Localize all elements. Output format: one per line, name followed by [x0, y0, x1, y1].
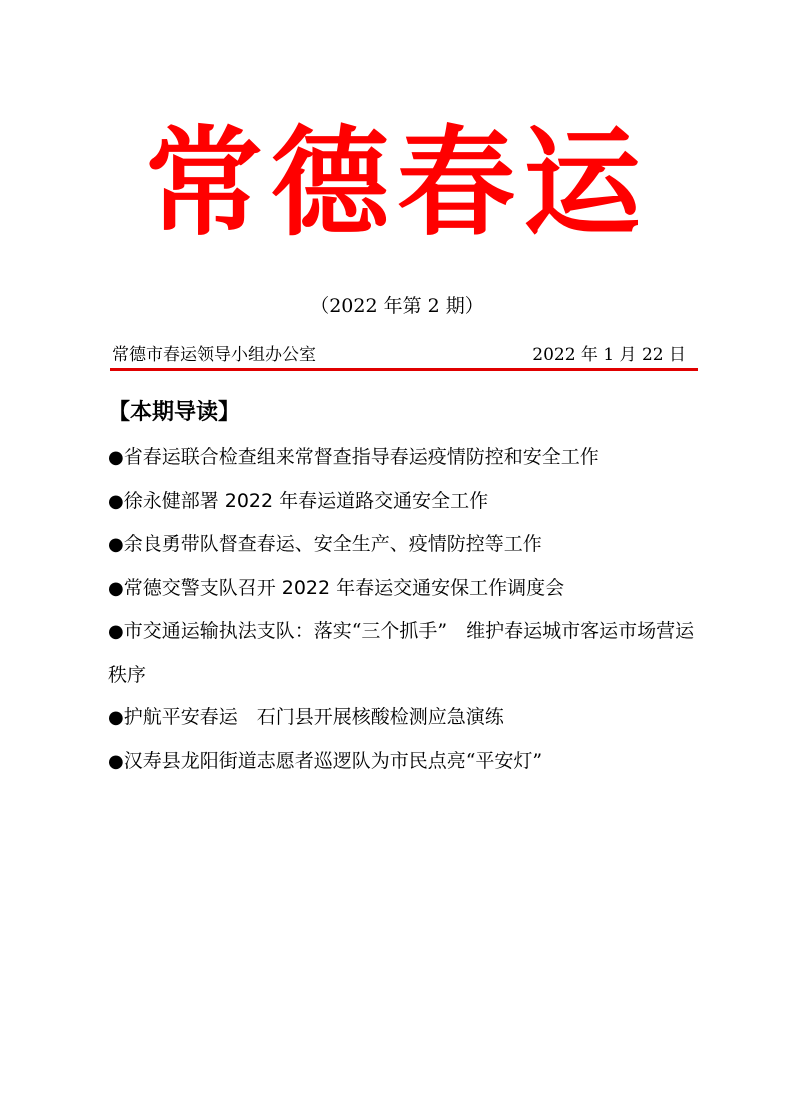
- masthead-title: 常德春运: [144, 113, 649, 252]
- bullet-icon: ●: [108, 577, 124, 599]
- toc-item[interactable]: [108, 523, 700, 567]
- toc-item-text: 汉寿县龙阳街道志愿者巡逻队为市民点亮“平安灯”: [123, 749, 543, 772]
- bullet-icon: ●: [108, 490, 124, 512]
- red-divider: [110, 368, 698, 371]
- toc-item-text: 护航平安春运 石门县开展核酸检测应急演练: [123, 706, 504, 728]
- toc-item[interactable]: [108, 436, 700, 480]
- issue-number: （2022 年第 2 期）: [310, 295, 484, 317]
- toc-list: [108, 436, 700, 783]
- bullet-icon: ●: [108, 707, 124, 728]
- publisher-line: [112, 342, 686, 368]
- toc-item-text: 市交通运输执法支队：落实“三个抓手” 维护春运城市客运市场营运秩序: [108, 620, 695, 686]
- toc-item-text: 余良勇带队督查春运、安全生产、疫情防控等工作: [123, 533, 542, 555]
- bullet-icon: ●: [108, 534, 124, 555]
- publish-date: 2022 年 1 月 22 日: [532, 345, 686, 365]
- toc-item[interactable]: [108, 567, 700, 611]
- toc-item-text: 徐永健部署 2022 年春运道路交通安全工作: [123, 489, 489, 512]
- toc-item-text: 常德交警支队召开 2022 年春运交通安保工作调度会: [123, 576, 565, 599]
- toc-item[interactable]: [108, 696, 700, 740]
- toc-item-text: 省春运联合检查组来常督查指导春运疫情防控和安全工作: [123, 446, 599, 468]
- bullet-icon: ●: [108, 447, 124, 468]
- toc-item[interactable]: [108, 610, 700, 696]
- toc-item[interactable]: [108, 740, 700, 784]
- toc-item[interactable]: [108, 480, 700, 524]
- publisher-name: 常德市春运领导小组办公室: [112, 345, 316, 365]
- toc-heading: 【本期导读】: [108, 400, 241, 425]
- bullet-icon: ●: [108, 750, 124, 772]
- bullet-icon: ●: [108, 621, 124, 642]
